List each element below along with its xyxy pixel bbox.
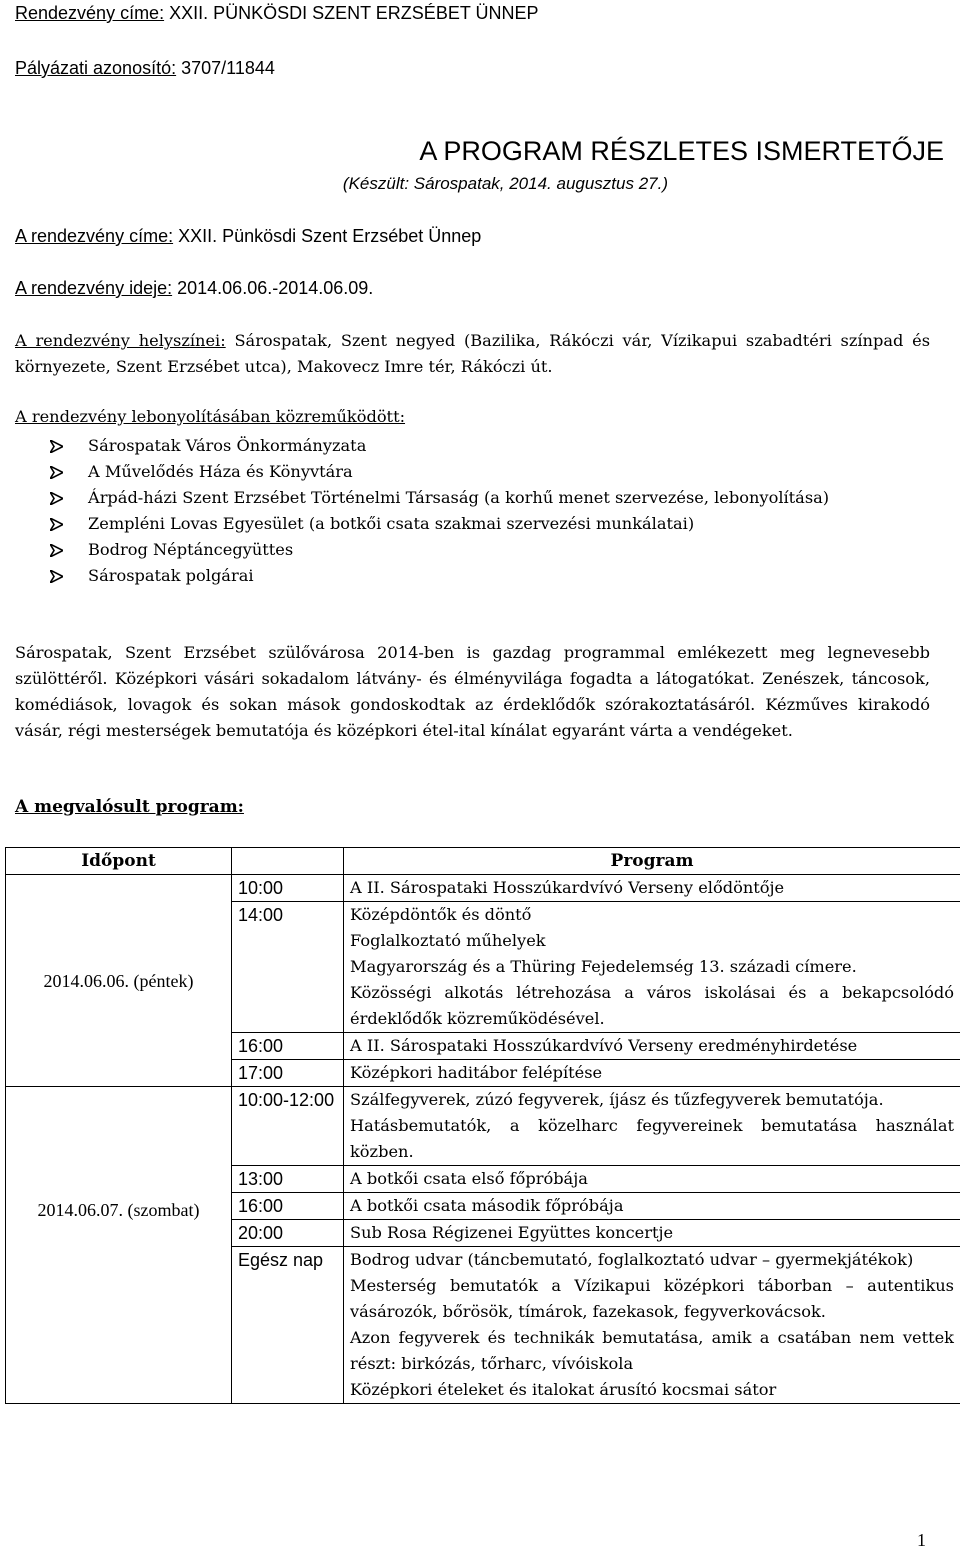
- event-title-value: XXII. PÜNKÖSDI SZENT ERZSÉBET ÜNNEP: [169, 3, 539, 23]
- program-table: [5, 847, 960, 1404]
- program-cell: A botkői csata második főpróbája: [344, 1193, 960, 1220]
- time-cell: 16:00: [232, 1193, 344, 1220]
- arrowhead-bullet-icon: [50, 570, 63, 583]
- program-cell: Mesterség bemutatók a Vízikapui középkori táborban – autentikus vásározók, bőrösök, tímárok, fazekasok, fegyverkovácsok.: [344, 1273, 960, 1325]
- arrowhead-bullet-icon: [50, 466, 63, 479]
- application-id-value: 3707/11844: [181, 58, 275, 78]
- program-cell: A II. Sárospataki Hosszúkardvívó Verseny eredményhirdetése: [344, 1033, 960, 1060]
- document-subtitle: (Készült: Sárospatak, 2014. augusztus 27.): [342, 174, 668, 193]
- time-cell: 13:00: [232, 1166, 344, 1193]
- event-date-value: 2014.06.06.-2014.06.09.: [177, 278, 374, 298]
- time-cell: 16:00: [232, 1033, 344, 1060]
- program-cell: Sub Rosa Régizenei Együttes koncertje: [344, 1220, 960, 1247]
- event-venues-label: A rendezvény helyszínei:: [15, 331, 226, 350]
- event-date-line: [15, 278, 373, 299]
- day1-date: 2014.06.06. (péntek): [6, 875, 232, 1087]
- arrowhead-bullet-icon: [50, 544, 63, 557]
- program-cell: Középdöntők és döntő: [344, 902, 960, 929]
- list-item: Sárospatak polgárai: [50, 563, 930, 589]
- arrowhead-bullet-icon: [50, 440, 63, 453]
- partners-list: [50, 433, 930, 589]
- time-cell: 17:00: [232, 1060, 344, 1087]
- application-id-label: Pályázati azonosító:: [15, 58, 177, 78]
- partners-heading: A rendezvény lebonyolításában közreműködött:: [15, 407, 406, 426]
- event-title-label: Rendezvény címe:: [15, 3, 165, 23]
- application-id-line: [15, 58, 275, 79]
- table-row: [6, 875, 960, 902]
- event-name-label: A rendezvény címe:: [15, 226, 174, 246]
- column-header-program: Program: [344, 848, 960, 875]
- arrowhead-bullet-icon: [50, 518, 63, 531]
- arrowhead-bullet-icon: [50, 492, 63, 505]
- list-item: A Művelődés Háza és Könyvtára: [50, 459, 930, 485]
- list-item: Sárospatak Város Önkormányzata: [50, 433, 930, 459]
- program-cell: Bodrog udvar (táncbemutató, foglalkoztató udvar – gyermekjátékok): [344, 1247, 960, 1274]
- program-cell: Hatásbemutatók, a közelharc fegyvereinek bemutatása használat közben.: [344, 1113, 960, 1166]
- event-venues: [15, 328, 930, 380]
- time-cell: 10:00-12:00: [232, 1087, 344, 1166]
- program-cell: Magyarország és a Thüring Fejedelemség 13. századi címere.: [344, 954, 960, 980]
- time-cell: 20:00: [232, 1220, 344, 1247]
- table-row: [6, 1087, 960, 1114]
- column-header-time: Időpont: [6, 848, 232, 875]
- program-cell: Szálfegyverek, zúzó fegyverek, íjász és tűzfegyverek bemutatója.: [344, 1087, 960, 1114]
- time-cell: 14:00: [232, 902, 344, 1033]
- program-cell: Foglalkoztató műhelyek: [344, 928, 960, 954]
- list-item: Bodrog Néptáncegyüttes: [50, 537, 930, 563]
- program-heading: A megvalósult program:: [15, 797, 244, 817]
- program-cell: A II. Sárospataki Hosszúkardvívó Verseny elődöntője: [344, 875, 960, 902]
- list-item: Zempléni Lovas Egyesület (a botkői csata szakmai szervezési munkálatai): [50, 511, 930, 537]
- document-title: A PROGRAM RÉSZLETES ISMERTETŐJE: [419, 136, 944, 166]
- program-cell: Középkori haditábor felépítése: [344, 1060, 960, 1087]
- event-date-label: A rendezvény ideje:: [15, 278, 173, 298]
- table-header-row: [6, 848, 960, 875]
- intro-paragraph: Sárospatak, Szent Erzsébet szülővárosa 2014-ben is gazdag programmal emlékezett meg legnevesebb szülöttéről. Középkori vásári sokadalom látvány- és élményvilága fogadta a látogatókat. Zenészek, táncosok, komédiások, lovagok és sokan mások gondoskodtak az érdeklődők szórakoztatásáról. Kézműves kirakodó vásár, régi mesterségek bemutatója és középkori étel-ital kínálat egyaránt várta a vendégeket.: [15, 643, 930, 740]
- event-venues-value: Sárospatak, Szent negyed (Bazilika, Rákóczi vár, Vízikapui szabadtéri színpad és környezete, Szent Erzsébet utca), Makovecz Imre tér, Rákóczi út.: [15, 331, 930, 376]
- program-cell: Közösségi alkotás létrehozása a város iskolásai és a bekapcsolódó érdeklődők közreműködésével.: [344, 980, 960, 1033]
- program-cell: Középkori ételeket és italokat árusító kocsmai sátor: [344, 1377, 960, 1404]
- time-cell: 10:00: [232, 875, 344, 902]
- list-item: Árpád-házi Szent Erzsébet Történelmi Társaság (a korhű menet szervezése, lebonyolítása): [50, 485, 930, 511]
- page-number: 1: [917, 1530, 926, 1550]
- event-title-line: [15, 3, 539, 24]
- program-cell: Azon fegyverek és technikák bemutatása, amik a csatában nem vettek részt: birkózás, tőrharc, vívóiskola: [344, 1325, 960, 1377]
- day2-date: 2014.06.07. (szombat): [6, 1087, 232, 1404]
- program-cell: A botkői csata első főpróbája: [344, 1166, 960, 1193]
- event-name-line: [15, 226, 481, 247]
- event-name-value: XXII. Pünkösdi Szent Erzsébet Ünnep: [178, 226, 482, 246]
- column-header-blank: [232, 848, 344, 875]
- time-cell: Egész nap: [232, 1247, 344, 1404]
